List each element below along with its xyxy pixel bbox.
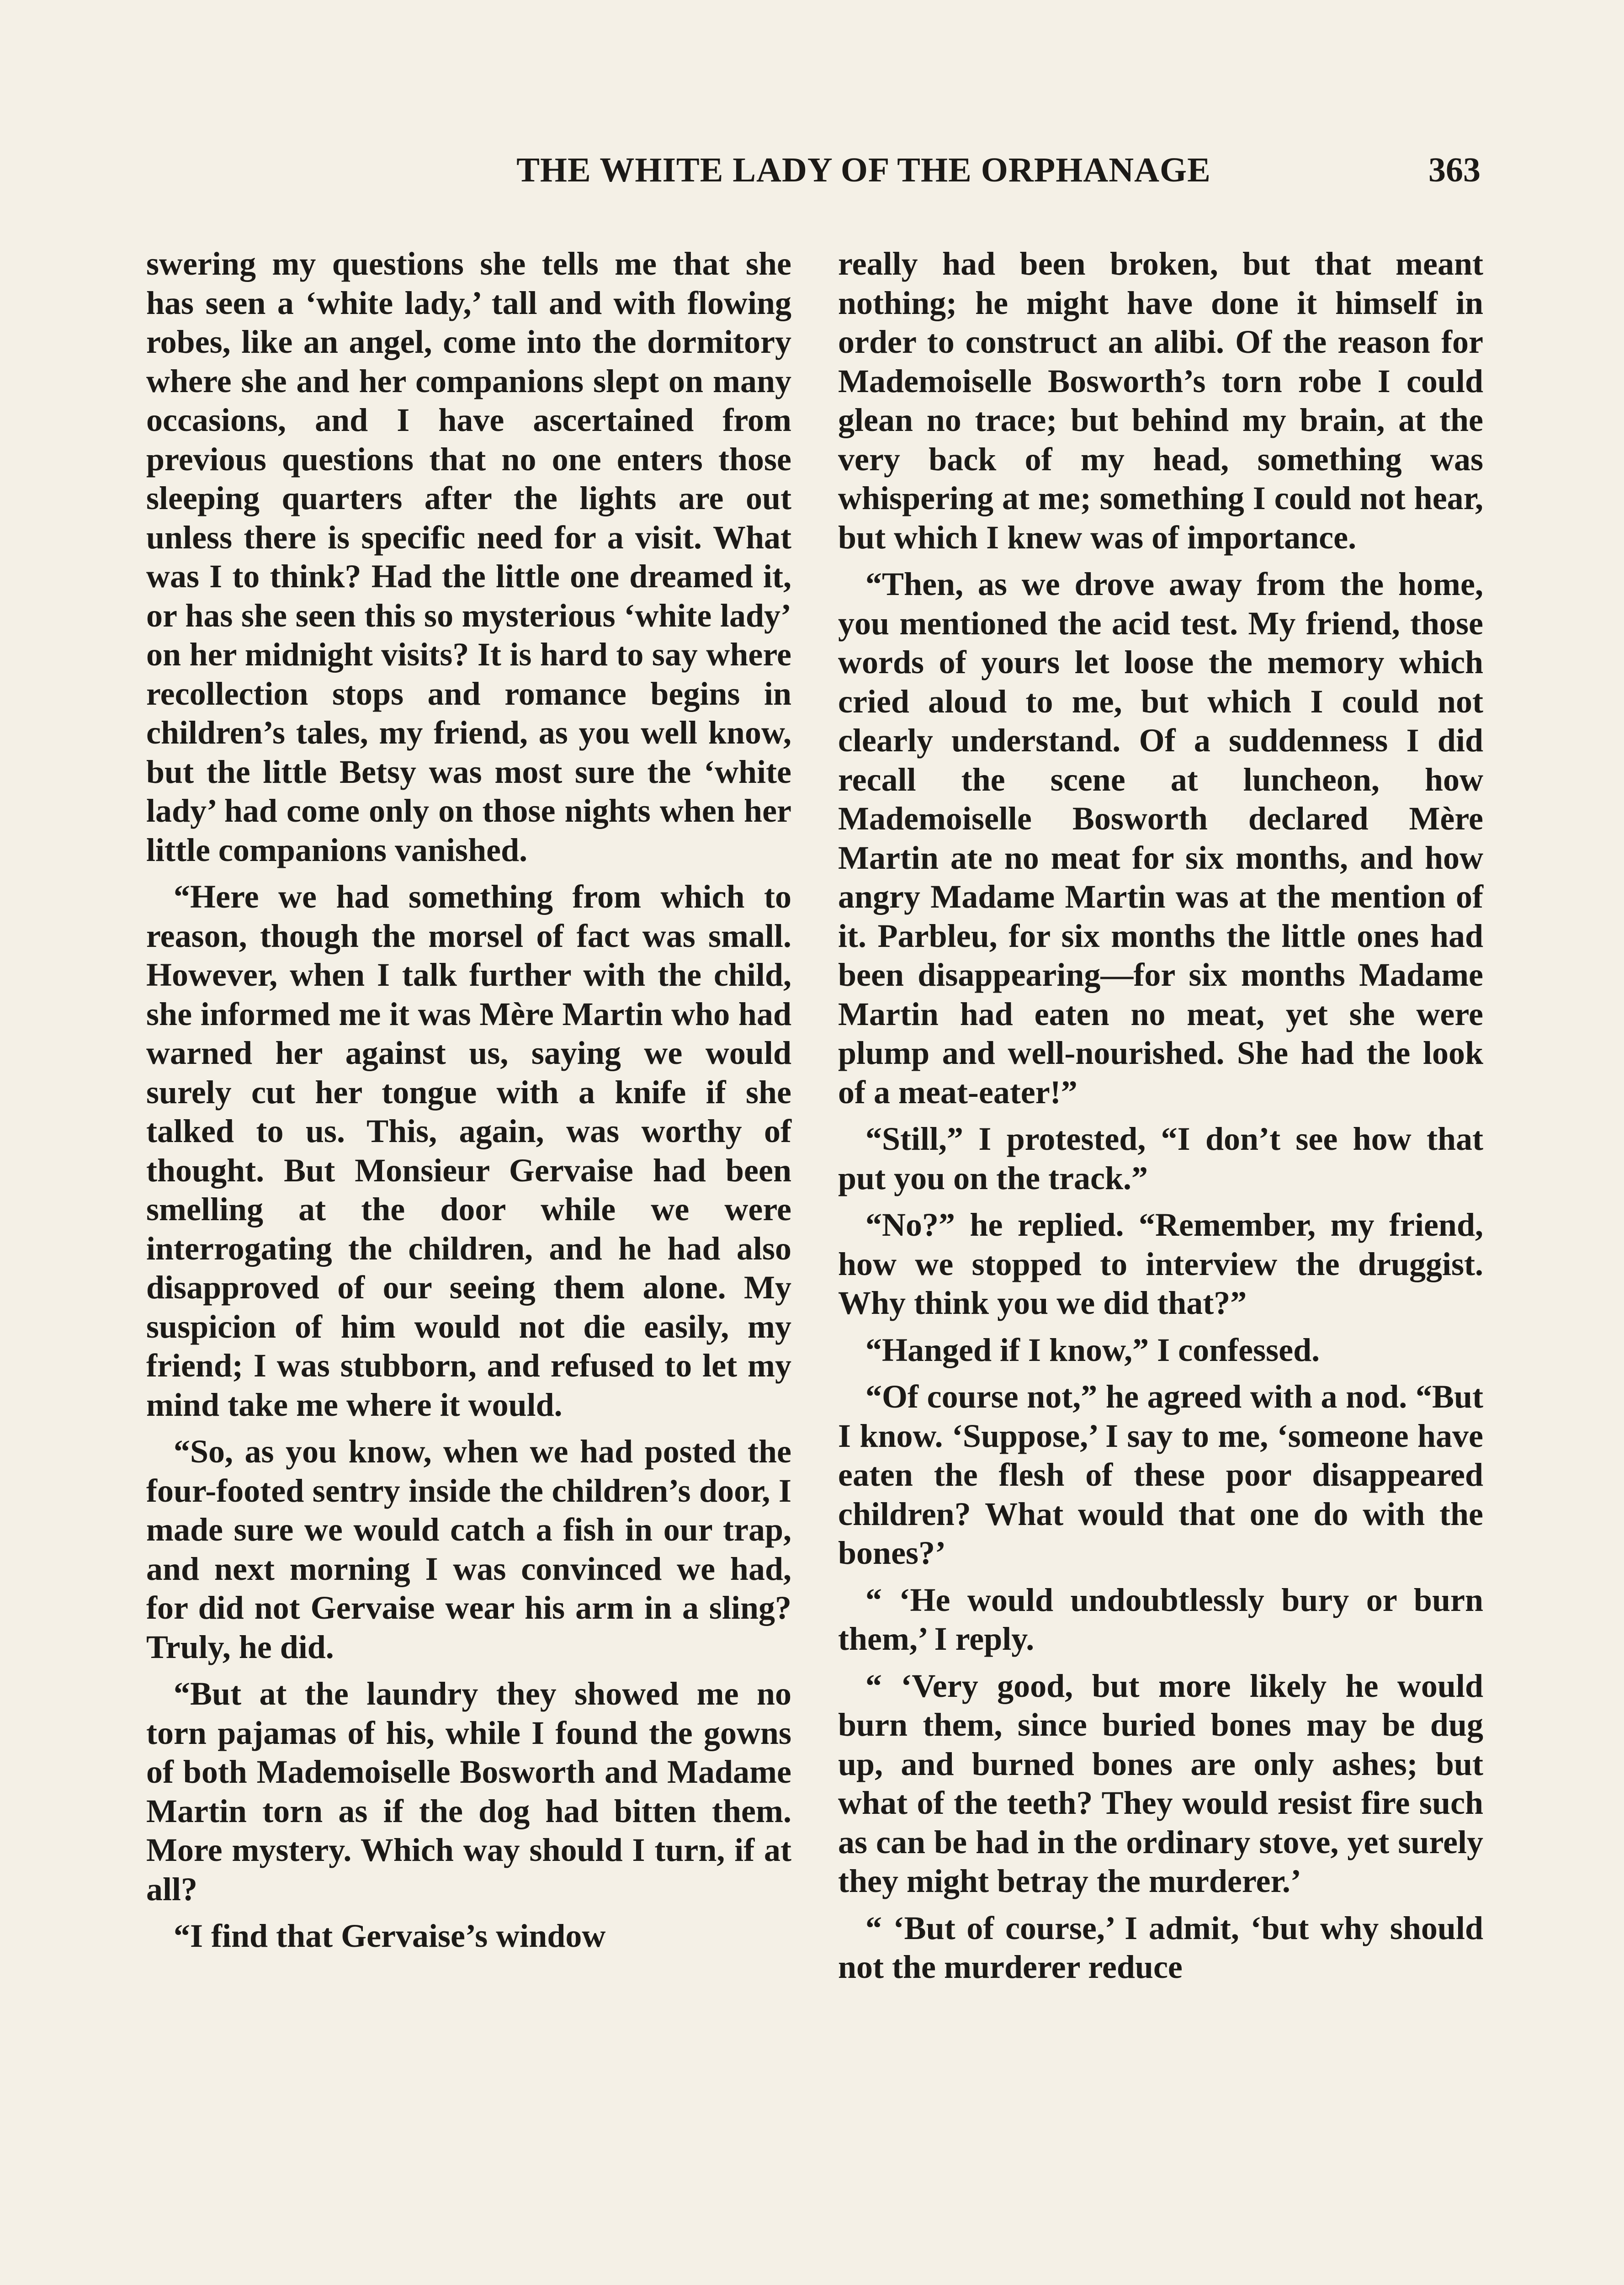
paragraph: really had been broken, but that meant nothing; he might have done it himself in order to construct an alibi. Of the reason for Mademoiselle Bosworth’s torn robe I could glean no trace; but behind my brain, at the very back of my head, something was whispering at me; something I could not hear, but which I knew was of importance. bbox=[838, 245, 1483, 556]
running-title: THE WHITE LADY OF THE ORPHANAGE bbox=[516, 151, 1211, 189]
paragraph: “ ‘He would undoubtlessly bury or burn them,’ I reply. bbox=[838, 1581, 1483, 1657]
page-number: 363 bbox=[1428, 151, 1481, 189]
paragraph: “ ‘But of course,’ I admit, ‘but why should not the murderer reduce bbox=[838, 1909, 1483, 1985]
paragraph: “So, as you know, when we had posted the four-footed sentry inside the children’s door, I made sure we would catch a fish in our trap, and next morning I was convinced we had, for did not Gervaise wear his arm in a sling? Truly, he did. bbox=[146, 1433, 791, 1665]
running-head bbox=[146, 147, 1481, 197]
paragraph: “But at the laundry they showed me no torn pajamas of his, while I found the gowns of both Mademoiselle Bosworth and Madame Martin torn as if the dog had bitten them. More mystery. Which way should I turn, if at all? bbox=[146, 1675, 791, 1908]
paragraph: swering my questions she tells me that she has seen a ‘white lady,’ tall and with flowing robes, like an angel, come into the dormitory where she and her companions slept on many occasions, and I have ascertained from previous questions that no one enters those sleeping quarters after the lights are out unless there is specific need for a visit. What was I to think? Had the little one dreamed it, or has she seen this so mysterious ‘white lady’ on her midnight visits? It is hard to say where recollection stops and romance begins in children’s tales, my friend, as you well know, but the little Betsy was most sure the ‘white lady’ had come only on those nights when her little companions vanished. bbox=[146, 245, 791, 868]
paragraph: “No?” he replied. “Remember, my friend, how we stopped to interview the druggist. Why think you we did that?” bbox=[838, 1206, 1483, 1321]
paragraph: “Here we had something from which to reason, though the morsel of fact was small. However, when I talk further with the child, she informed me it was Mère Martin who had warned her against us, saying we would surely cut her tongue with a knife if she talked to us. This, again, was worthy of thought. But Monsieur Gervaise had been smelling at the door while we were interrogating the children, and he had also disapproved of our seeing them alone. My suspicion of him would not die easily, my friend; I was stubborn, and refused to let my mind take me where it would. bbox=[146, 878, 791, 1423]
left-column bbox=[146, 244, 791, 1964]
right-column bbox=[838, 244, 1483, 1995]
paragraph: “ ‘Very good, but more likely he would burn them, since buried bones may be dug up, and burned bones are only ashes; but what of the teeth? They would resist fire such as can be had in the ordinary stove, yet surely they might betray the murderer.’ bbox=[838, 1667, 1483, 1899]
paragraph: “Then, as we drove away from the home, you mentioned the acid test. My friend, those words of yours let loose the memory which cried aloud to me, but which I could not clearly understand. Of a suddenness I did recall the scene at luncheon, how Mademoiselle Bosworth declared Mère Martin ate no meat for six months, and how angry Madame Martin was at the mention of it. Parbleu, for six months the little ones had been disappearing—for six months Madame Martin had eaten no meat, yet she were plump and well-nourished. She had the look of a meat-eater!” bbox=[838, 566, 1483, 1111]
paragraph: “Still,” I protested, “I don’t see how that put you on the track.” bbox=[838, 1121, 1483, 1196]
paragraph: “I find that Gervaise’s window bbox=[174, 1918, 606, 1954]
paragraph: “Hanged if I know,” I confessed. bbox=[865, 1331, 1320, 1368]
paragraph: “Of course not,” he agreed with a nod. “But I know. ‘Suppose,’ I say to me, ‘someone have eaten the flesh of these poor disappeared children? What would that one do with the bones?’ bbox=[838, 1378, 1483, 1571]
